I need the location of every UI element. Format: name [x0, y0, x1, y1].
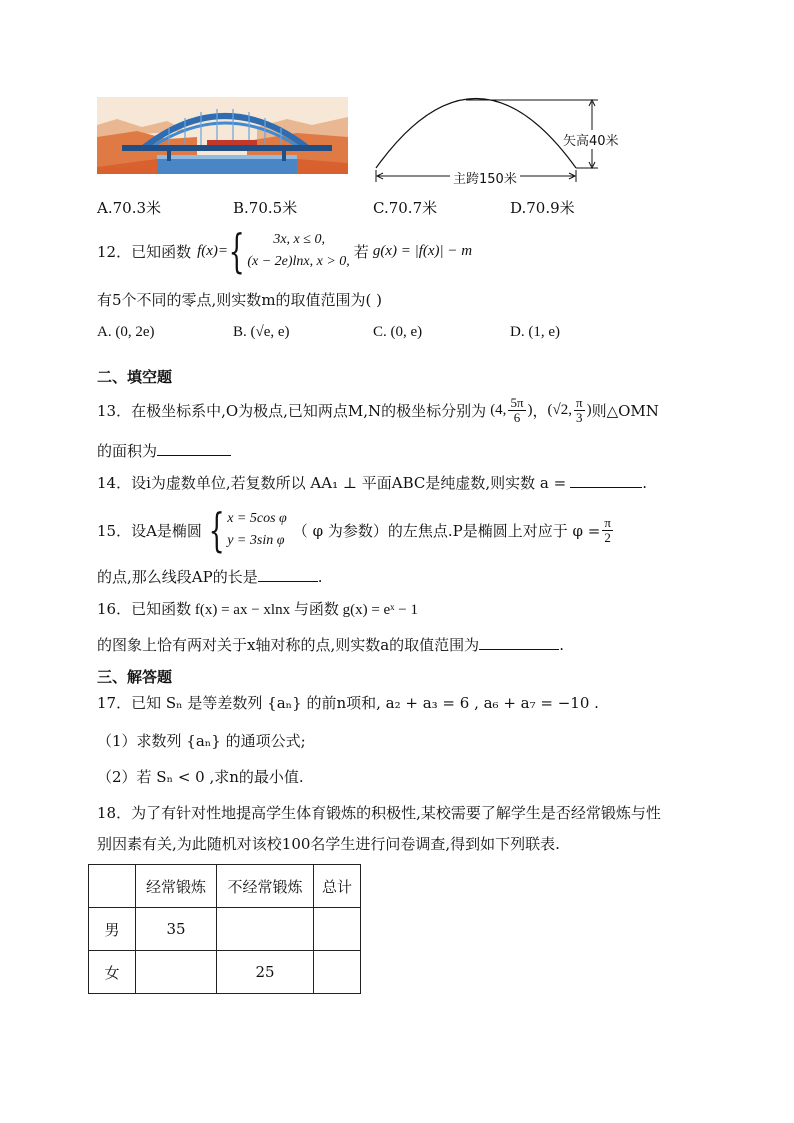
case-2: y = 3sin φ — [227, 533, 285, 548]
question-text: 在极坐标系中,O为极点,已知两点M,N的极坐标分别为 — [131, 401, 487, 420]
fraction-5pi-6 — [508, 396, 525, 424]
question-number: 13． — [97, 401, 132, 420]
separator: ， — [532, 401, 548, 420]
q12-line2: 有5个不同的零点,则实数m的取值范围为( ) — [97, 291, 383, 309]
question-16 — [97, 598, 418, 619]
brace-icon: { — [208, 503, 225, 557]
question-number: 14． — [97, 474, 132, 492]
case-1: 3x, x ≤ 0, — [273, 232, 325, 248]
table-cell[interactable] — [217, 908, 314, 951]
fraction-denominator: 6 — [513, 409, 521, 425]
option-c[interactable]: C. (0, e) — [373, 324, 423, 340]
table-cell: 女 — [89, 951, 136, 994]
point-m-open: (4, — [490, 401, 507, 418]
fraction-numerator: π — [576, 394, 583, 410]
table-cell[interactable] — [136, 951, 217, 994]
option-b[interactable]: B.70.5米 — [233, 199, 298, 217]
parametric-cases — [227, 508, 287, 551]
question-text: 的点,那么线段AP的长是 — [97, 568, 258, 586]
table-row — [89, 908, 361, 951]
table-header-cell: 经常锻炼 — [136, 865, 217, 908]
table-cell: 35 — [136, 908, 217, 951]
table-header-cell: 不经常锻炼 — [217, 865, 314, 908]
question-15 — [97, 505, 717, 555]
fraction-pi-2 — [602, 516, 613, 544]
section-title-fill-in: 二、填空题 — [97, 368, 173, 386]
bridge-illustration — [97, 97, 348, 174]
question-text: （ φ 为参数）的左焦点.P是椭圆上对应于 φ = — [292, 521, 601, 540]
question-lead: 已知函数 — [131, 242, 192, 261]
question-number: 12． — [97, 242, 132, 261]
question-18 — [97, 802, 661, 823]
question-number: 17． — [97, 694, 132, 712]
table-cell[interactable] — [314, 951, 361, 994]
question-text: 已知 Sₙ 是等差数列 {aₙ} 的前n项和, a₂ + a₃ = 6 , a₆ + a₇ = −10 . — [131, 694, 599, 712]
answer-blank[interactable] — [258, 566, 318, 582]
answer-blank[interactable] — [479, 634, 559, 650]
answer-blank[interactable] — [570, 472, 642, 488]
function-f: f(x)= — [197, 242, 229, 259]
fraction-numerator: 5π — [510, 394, 524, 410]
brace-icon: { — [228, 224, 245, 278]
question-end: . — [317, 568, 323, 586]
question-number: 16． — [97, 600, 132, 618]
question-text: 的面积为 — [97, 442, 158, 460]
question-text: 为了有针对性地提高学生体育锻炼的积极性,某校需要了解学生是否经常锻炼与性 — [131, 804, 661, 822]
question-lead: 设A是椭圆 — [131, 521, 202, 540]
arch-height-label: 矢高40米 — [562, 130, 620, 149]
function-g: g(x) = |f(x)| − m — [372, 242, 473, 259]
question-text: 已知函数 f(x) = ax − xlnx 与函数 g(x) = eˣ − 1 — [131, 602, 418, 618]
question-text: 设i为虚数单位,若复数所以 AA₁ ⊥ 平面ABC是纯虚数,则实数 a = — [131, 474, 567, 492]
option-d[interactable]: D. (1, e) — [510, 324, 560, 340]
question-text: 的图象上恰有两对关于x轴对称的点,则实数a的取值范围为 — [97, 636, 480, 654]
table-header-row — [89, 865, 361, 908]
option-d[interactable]: D.70.9米 — [510, 199, 575, 217]
table-cell[interactable] — [314, 908, 361, 951]
case-2: (x − 2e)lnx, x > 0, — [247, 254, 350, 269]
q18-line2: 别因素有关,为此随机对该校100名学生进行问卷调查,得到如下列联表. — [97, 835, 560, 853]
fraction-denominator: 2 — [604, 529, 611, 545]
if-text: 若 — [353, 242, 369, 261]
arch-span-label: 主跨150米 — [450, 168, 520, 187]
question-14 — [97, 472, 647, 493]
question-17 — [97, 692, 599, 713]
section-title-answer: 三、解答题 — [97, 668, 173, 686]
point-m-close: ) — [527, 401, 533, 418]
table-header-cell: 总计 — [314, 865, 361, 908]
q15-line2 — [97, 566, 322, 587]
option-a[interactable]: A.70.3米 — [97, 199, 161, 217]
q17-part1: （1）求数列 {aₙ} 的通项公式; — [97, 732, 306, 750]
question-13 — [97, 389, 717, 431]
question-12 — [97, 226, 717, 276]
table-header-cell — [89, 865, 136, 908]
point-n-open: (√2, — [547, 401, 573, 418]
table-cell: 男 — [89, 908, 136, 951]
table-cell: 25 — [217, 951, 314, 994]
table-row — [89, 951, 361, 994]
q16-line2 — [97, 634, 564, 655]
option-a[interactable]: A. (0, 2e) — [97, 324, 155, 340]
q17-part2: （2）若 Sₙ < 0 ,求n的最小值. — [97, 768, 304, 786]
question-end: . — [559, 636, 564, 654]
point-n-close: ) — [586, 401, 592, 418]
fraction-denominator: 3 — [576, 409, 583, 425]
case-1: x = 5cos φ — [227, 511, 287, 527]
q13-line2 — [97, 440, 231, 461]
arch-diagram — [370, 96, 630, 188]
piecewise-cases — [247, 229, 349, 272]
question-number: 15． — [97, 521, 132, 540]
fraction-pi-3 — [574, 396, 585, 424]
question-number: 18． — [97, 804, 132, 822]
option-c[interactable]: C.70.7米 — [373, 199, 438, 217]
question-end: . — [642, 474, 647, 492]
answer-blank[interactable] — [157, 440, 231, 456]
option-b[interactable]: B. (√e, e) — [233, 324, 290, 340]
fraction-numerator: π — [604, 514, 611, 530]
question-text-end: 则△OMN — [591, 401, 659, 420]
contingency-table — [88, 864, 361, 994]
